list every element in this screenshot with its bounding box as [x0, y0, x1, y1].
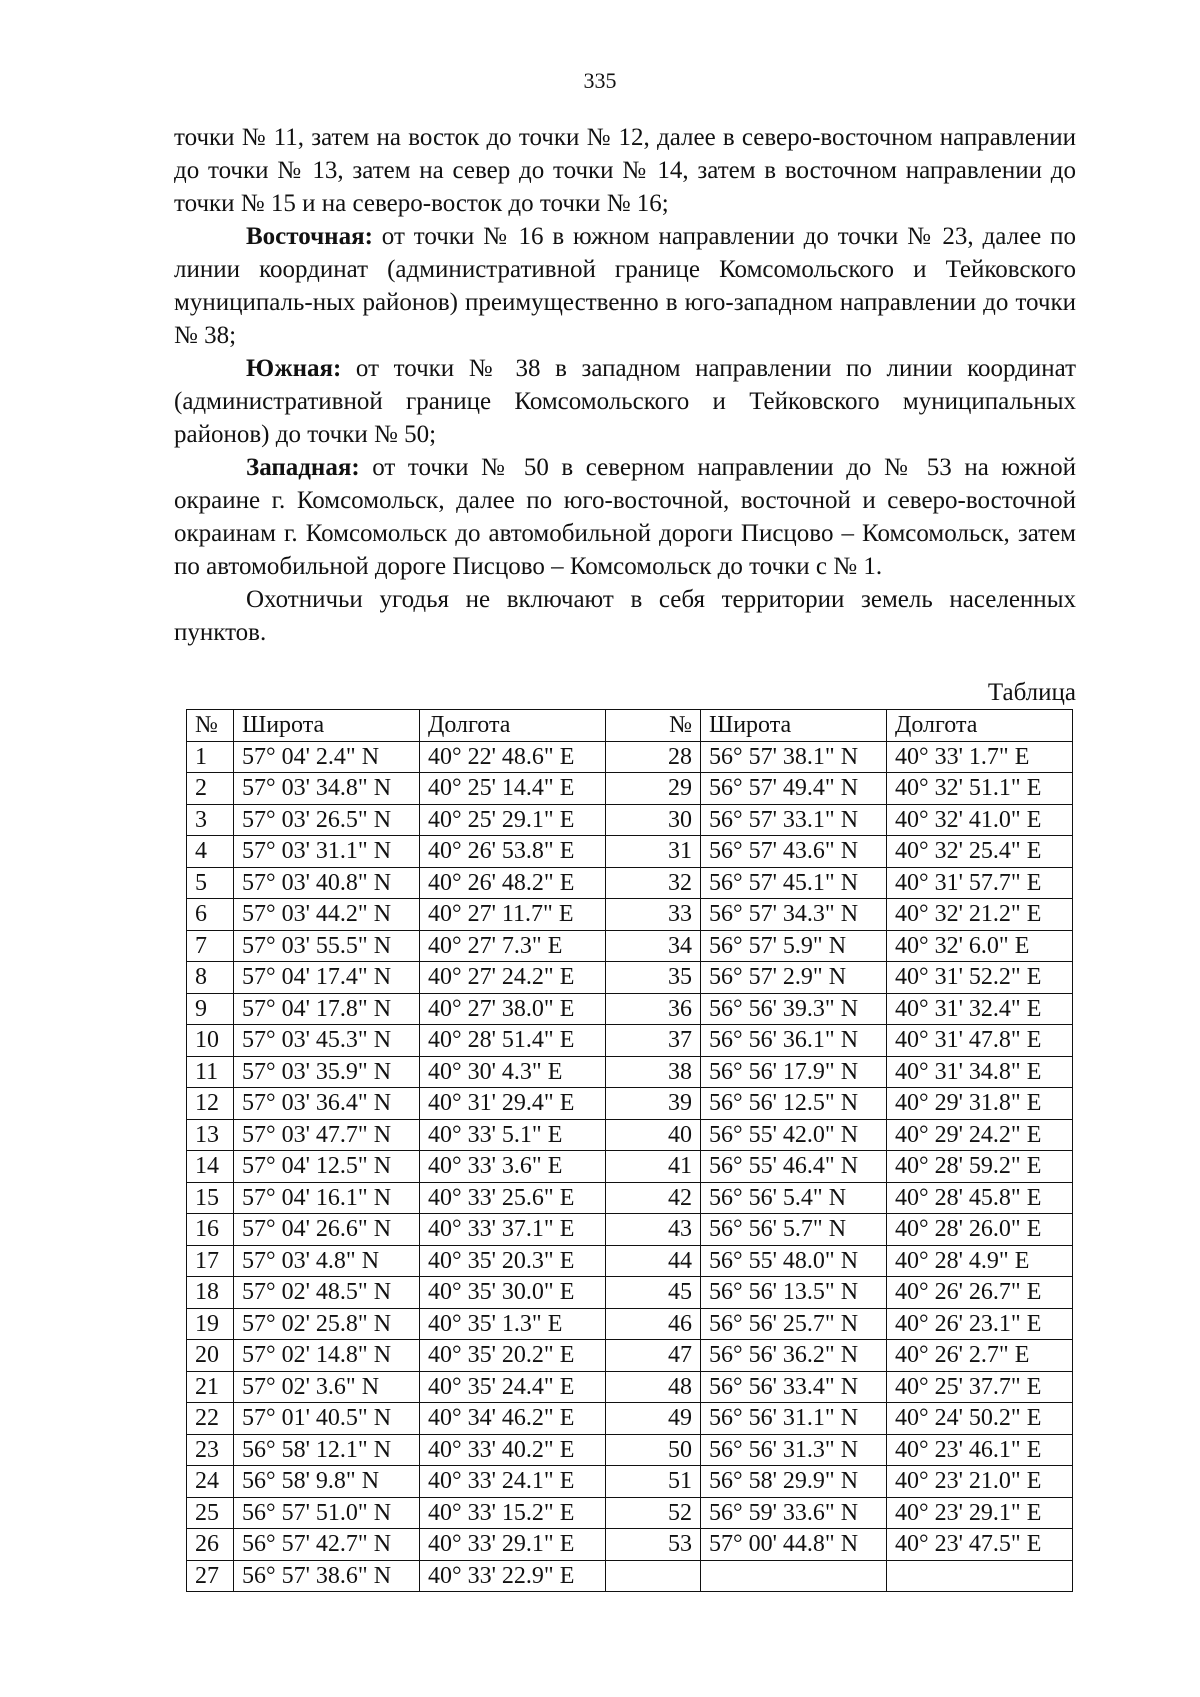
cell-number-right: 40: [606, 1119, 701, 1151]
cell-longitude-left: 40° 35' 24.4" E: [420, 1371, 606, 1403]
cell-latitude-left: 57° 02' 25.8" N: [234, 1308, 420, 1340]
cell-latitude-right: 56° 57' 38.1" N: [701, 741, 887, 773]
table-row: [187, 1560, 1073, 1592]
cell-latitude-right: 56° 55' 48.0" N: [701, 1245, 887, 1277]
cell-number-right: 29: [606, 773, 701, 805]
cell-latitude-left: 56° 58' 12.1" N: [234, 1434, 420, 1466]
cell-number-left: 9: [187, 993, 234, 1025]
cell-number-left: 27: [187, 1560, 234, 1592]
cell-latitude-right: 56° 57' 49.4" N: [701, 773, 887, 805]
cell-latitude-left: 56° 57' 42.7" N: [234, 1529, 420, 1561]
cell-number-right: 52: [606, 1497, 701, 1529]
cell-number-right: 38: [606, 1056, 701, 1088]
table-row: [187, 1466, 1073, 1498]
cell-number-left: 13: [187, 1119, 234, 1151]
cell-latitude-right: 56° 56' 12.5" N: [701, 1088, 887, 1120]
cell-latitude-right: 56° 56' 17.9" N: [701, 1056, 887, 1088]
cell-latitude-left: 57° 03' 47.7" N: [234, 1119, 420, 1151]
cell-longitude-right: 40° 26' 2.7" E: [887, 1340, 1073, 1372]
table-row: [187, 1497, 1073, 1529]
cell-longitude-right: 40° 33' 1.7" E: [887, 741, 1073, 773]
cell-latitude-left: 56° 57' 38.6" N: [234, 1560, 420, 1592]
cell-longitude-right: 40° 23' 29.1" E: [887, 1497, 1073, 1529]
cell-longitude-left: 40° 28' 51.4" E: [420, 1025, 606, 1057]
cell-number-left: 8: [187, 962, 234, 994]
coordinates-table: [186, 709, 1073, 1592]
cell-longitude-left: 40° 33' 25.6" E: [420, 1182, 606, 1214]
cell-number-right: 30: [606, 804, 701, 836]
cell-number-right: 42: [606, 1182, 701, 1214]
cell-longitude-left: 40° 26' 53.8" E: [420, 836, 606, 868]
east-text: от точки № 16 в южном направлении до точки № 23, далее по линии координат (административной границе Комсомольского и Тейковского муниципаль-ных районов) преимущественно в юго-западном направлении до точки № 38;: [174, 223, 1076, 349]
header-longitude-right: Долгота: [887, 710, 1073, 742]
cell-latitude-right: 56° 56' 39.3" N: [701, 993, 887, 1025]
cell-latitude-left: 57° 03' 34.8" N: [234, 773, 420, 805]
cell-latitude-right: 56° 57' 2.9" N: [701, 962, 887, 994]
south-label: Южная:: [246, 355, 342, 382]
table-row: [187, 993, 1073, 1025]
cell-latitude-left: 57° 02' 3.6" N: [234, 1371, 420, 1403]
cell-latitude-left: 56° 58' 9.8" N: [234, 1466, 420, 1498]
cell-longitude-left: 40° 33' 15.2" E: [420, 1497, 606, 1529]
paragraph-boundary-west: [174, 451, 1076, 583]
cell-longitude-left: 40° 27' 38.0" E: [420, 993, 606, 1025]
paragraph-boundary-east: [174, 220, 1076, 352]
cell-longitude-right: 40° 31' 52.2" E: [887, 962, 1073, 994]
cell-latitude-right: 56° 55' 42.0" N: [701, 1119, 887, 1151]
cell-latitude-left: 57° 01' 40.5" N: [234, 1403, 420, 1435]
cell-number-right: 46: [606, 1308, 701, 1340]
cell-number-left: 18: [187, 1277, 234, 1309]
cell-latitude-right: 56° 56' 25.7" N: [701, 1308, 887, 1340]
cell-longitude-left: 40° 26' 48.2" E: [420, 867, 606, 899]
cell-number-right: 50: [606, 1434, 701, 1466]
table-row: [187, 1434, 1073, 1466]
table-caption: Таблица: [987, 679, 1076, 706]
cell-number-right: 44: [606, 1245, 701, 1277]
cell-longitude-left: 40° 25' 29.1" E: [420, 804, 606, 836]
cell-latitude-right: 56° 59' 33.6" N: [701, 1497, 887, 1529]
cell-number-left: 22: [187, 1403, 234, 1435]
cell-longitude-left: 40° 22' 48.6" E: [420, 741, 606, 773]
cell-latitude-left: 57° 03' 35.9" N: [234, 1056, 420, 1088]
table-row: [187, 1371, 1073, 1403]
cell-latitude-left: 57° 04' 2.4" N: [234, 741, 420, 773]
cell-longitude-left: 40° 25' 14.4" E: [420, 773, 606, 805]
cell-number-right: [606, 1560, 701, 1592]
cell-number-left: 10: [187, 1025, 234, 1057]
table-row: [187, 1245, 1073, 1277]
cell-number-right: 51: [606, 1466, 701, 1498]
cell-number-left: 26: [187, 1529, 234, 1561]
cell-latitude-left: 56° 57' 51.0" N: [234, 1497, 420, 1529]
cell-latitude-left: 57° 03' 55.5" N: [234, 930, 420, 962]
cell-longitude-right: 40° 32' 21.2" E: [887, 899, 1073, 931]
table-row: [187, 930, 1073, 962]
west-label: Западная:: [246, 454, 360, 481]
cell-longitude-right: 40° 28' 45.8" E: [887, 1182, 1073, 1214]
cell-number-left: 23: [187, 1434, 234, 1466]
header-number-left: №: [187, 710, 234, 742]
cell-number-left: 12: [187, 1088, 234, 1120]
table-row: [187, 1151, 1073, 1183]
cell-latitude-left: 57° 03' 31.1" N: [234, 836, 420, 868]
cell-longitude-right: 40° 28' 4.9" E: [887, 1245, 1073, 1277]
cell-latitude-right: 56° 56' 31.1" N: [701, 1403, 887, 1435]
cell-latitude-right: 56° 56' 36.1" N: [701, 1025, 887, 1057]
table-row: [187, 741, 1073, 773]
table-body: [187, 741, 1073, 1592]
cell-longitude-right: 40° 32' 51.1" E: [887, 773, 1073, 805]
table-header-row: [187, 710, 1073, 742]
cell-number-left: 5: [187, 867, 234, 899]
cell-latitude-right: 56° 56' 13.5" N: [701, 1277, 887, 1309]
cell-latitude-right: [701, 1560, 887, 1592]
cell-longitude-left: 40° 35' 30.0" E: [420, 1277, 606, 1309]
cell-latitude-left: 57° 04' 12.5" N: [234, 1151, 420, 1183]
cell-latitude-right: 56° 57' 45.1" N: [701, 867, 887, 899]
header-number-right: №: [606, 710, 701, 742]
cell-number-right: 48: [606, 1371, 701, 1403]
cell-longitude-right: 40° 32' 6.0" E: [887, 930, 1073, 962]
page-number: 335: [583, 68, 617, 93]
cell-number-right: 53: [606, 1529, 701, 1561]
cell-longitude-left: 40° 33' 24.1" E: [420, 1466, 606, 1498]
cell-latitude-right: 56° 57' 33.1" N: [701, 804, 887, 836]
table-row: [187, 773, 1073, 805]
cell-longitude-right: 40° 32' 25.4" E: [887, 836, 1073, 868]
paragraph-boundary-south: [174, 352, 1076, 451]
body-text: [174, 121, 1076, 649]
cell-number-right: 36: [606, 993, 701, 1025]
cell-number-left: 19: [187, 1308, 234, 1340]
east-label: Восточная:: [246, 223, 373, 250]
table-row: [187, 1308, 1073, 1340]
cell-number-right: 43: [606, 1214, 701, 1246]
cell-longitude-right: 40° 26' 26.7" E: [887, 1277, 1073, 1309]
cell-longitude-right: 40° 31' 47.8" E: [887, 1025, 1073, 1057]
table-row: [187, 1214, 1073, 1246]
cell-latitude-left: 57° 02' 48.5" N: [234, 1277, 420, 1309]
cell-longitude-left: 40° 31' 29.4" E: [420, 1088, 606, 1120]
paragraph-boundary-north: точки № 11, затем на восток до точки № 12, далее в северо-восточном направлении до точки № 13, затем на север до точки № 14, затем в восточном направлении до точки № 15 и на северо-восток до точки № 16;: [174, 124, 1076, 217]
table-row: [187, 1056, 1073, 1088]
cell-latitude-left: 57° 04' 16.1" N: [234, 1182, 420, 1214]
cell-number-right: 35: [606, 962, 701, 994]
cell-latitude-right: 56° 57' 5.9" N: [701, 930, 887, 962]
table-row: [187, 804, 1073, 836]
cell-longitude-left: 40° 35' 20.2" E: [420, 1340, 606, 1372]
cell-longitude-right: 40° 29' 24.2" E: [887, 1119, 1073, 1151]
cell-longitude-right: 40° 29' 31.8" E: [887, 1088, 1073, 1120]
table-row: [187, 1025, 1073, 1057]
table-row: [187, 962, 1073, 994]
cell-longitude-right: 40° 23' 46.1" E: [887, 1434, 1073, 1466]
cell-number-left: 25: [187, 1497, 234, 1529]
west-text: от точки № 50 в северном направлении до № 53 на южной окраине г. Комсомольск, далее по юго-восточной, восточной и северо-восточной окраинам г. Комсомольск до автомобильной дороги Писцово – Комсомольск, затем по автомобильной дороге Писцово – Комсомольск до точки с № 1.: [174, 454, 1076, 580]
cell-number-left: 1: [187, 741, 234, 773]
cell-longitude-right: 40° 32' 41.0" E: [887, 804, 1073, 836]
cell-longitude-left: 40° 27' 11.7" E: [420, 899, 606, 931]
table-row: [187, 836, 1073, 868]
cell-number-left: 4: [187, 836, 234, 868]
cell-latitude-left: 57° 03' 44.2" N: [234, 899, 420, 931]
cell-longitude-right: 40° 23' 47.5" E: [887, 1529, 1073, 1561]
cell-number-left: 15: [187, 1182, 234, 1214]
cell-longitude-left: 40° 33' 22.9" E: [420, 1560, 606, 1592]
cell-latitude-right: 56° 55' 46.4" N: [701, 1151, 887, 1183]
cell-longitude-left: 40° 35' 20.3" E: [420, 1245, 606, 1277]
cell-longitude-right: 40° 31' 32.4" E: [887, 993, 1073, 1025]
cell-latitude-left: 57° 03' 26.5" N: [234, 804, 420, 836]
table-row: [187, 1340, 1073, 1372]
cell-longitude-right: 40° 24' 50.2" E: [887, 1403, 1073, 1435]
cell-longitude-left: 40° 33' 37.1" E: [420, 1214, 606, 1246]
south-text: от точки № 38 в западном направлении по линии координат (административной границе Комсомольского и Тейковского муниципальных районов) до точки № 50;: [174, 355, 1076, 448]
cell-longitude-left: 40° 33' 3.6" E: [420, 1151, 606, 1183]
cell-latitude-right: 56° 56' 5.7" N: [701, 1214, 887, 1246]
cell-latitude-left: 57° 04' 26.6" N: [234, 1214, 420, 1246]
cell-number-right: 28: [606, 741, 701, 773]
cell-latitude-left: 57° 04' 17.8" N: [234, 993, 420, 1025]
table-row: [187, 1277, 1073, 1309]
cell-number-left: 2: [187, 773, 234, 805]
cell-number-left: 11: [187, 1056, 234, 1088]
cell-latitude-left: 57° 03' 40.8" N: [234, 867, 420, 899]
cell-latitude-right: 56° 57' 43.6" N: [701, 836, 887, 868]
cell-number-right: 41: [606, 1151, 701, 1183]
header-latitude-left: Широта: [234, 710, 420, 742]
cell-number-left: 14: [187, 1151, 234, 1183]
table-row: [187, 867, 1073, 899]
cell-longitude-right: 40° 28' 59.2" E: [887, 1151, 1073, 1183]
cell-latitude-left: 57° 02' 14.8" N: [234, 1340, 420, 1372]
cell-longitude-right: 40° 26' 23.1" E: [887, 1308, 1073, 1340]
cell-number-right: 37: [606, 1025, 701, 1057]
cell-number-right: 31: [606, 836, 701, 868]
cell-latitude-right: 56° 56' 33.4" N: [701, 1371, 887, 1403]
cell-number-right: 47: [606, 1340, 701, 1372]
cell-longitude-left: 40° 33' 29.1" E: [420, 1529, 606, 1561]
table-row: [187, 1403, 1073, 1435]
cell-longitude-right: 40° 31' 57.7" E: [887, 867, 1073, 899]
cell-longitude-right: [887, 1560, 1073, 1592]
cell-longitude-left: 40° 30' 4.3" E: [420, 1056, 606, 1088]
cell-longitude-left: 40° 27' 7.3" E: [420, 930, 606, 962]
cell-longitude-right: 40° 25' 37.7" E: [887, 1371, 1073, 1403]
cell-latitude-left: 57° 03' 4.8" N: [234, 1245, 420, 1277]
cell-number-right: 34: [606, 930, 701, 962]
cell-longitude-left: 40° 34' 46.2" E: [420, 1403, 606, 1435]
cell-number-right: 39: [606, 1088, 701, 1120]
header-longitude-left: Долгота: [420, 710, 606, 742]
cell-latitude-right: 56° 56' 5.4" N: [701, 1182, 887, 1214]
header-latitude-right: Широта: [701, 710, 887, 742]
cell-number-left: 6: [187, 899, 234, 931]
cell-latitude-right: 56° 58' 29.9" N: [701, 1466, 887, 1498]
cell-longitude-left: 40° 33' 5.1" E: [420, 1119, 606, 1151]
cell-number-left: 21: [187, 1371, 234, 1403]
cell-longitude-right: 40° 23' 21.0" E: [887, 1466, 1073, 1498]
cell-latitude-left: 57° 03' 36.4" N: [234, 1088, 420, 1120]
cell-latitude-right: 56° 56' 36.2" N: [701, 1340, 887, 1372]
cell-longitude-left: 40° 27' 24.2" E: [420, 962, 606, 994]
cell-number-left: 3: [187, 804, 234, 836]
cell-number-right: 33: [606, 899, 701, 931]
table-row: [187, 1088, 1073, 1120]
cell-number-left: 24: [187, 1466, 234, 1498]
table-row: [187, 1182, 1073, 1214]
cell-number-right: 45: [606, 1277, 701, 1309]
cell-latitude-right: 56° 57' 34.3" N: [701, 899, 887, 931]
cell-number-left: 20: [187, 1340, 234, 1372]
cell-number-left: 16: [187, 1214, 234, 1246]
cell-number-right: 49: [606, 1403, 701, 1435]
cell-latitude-left: 57° 04' 17.4" N: [234, 962, 420, 994]
cell-number-left: 7: [187, 930, 234, 962]
table-row: [187, 899, 1073, 931]
cell-longitude-right: 40° 28' 26.0" E: [887, 1214, 1073, 1246]
cell-number-left: 17: [187, 1245, 234, 1277]
cell-latitude-right: 56° 56' 31.3" N: [701, 1434, 887, 1466]
table-row: [187, 1529, 1073, 1561]
cell-latitude-right: 57° 00' 44.8" N: [701, 1529, 887, 1561]
cell-longitude-left: 40° 33' 40.2" E: [420, 1434, 606, 1466]
cell-number-right: 32: [606, 867, 701, 899]
cell-latitude-left: 57° 03' 45.3" N: [234, 1025, 420, 1057]
paragraph-exclusions: Охотничьи угодья не включают в себя территории земель населенных пунктов.: [174, 586, 1076, 646]
cell-longitude-left: 40° 35' 1.3" E: [420, 1308, 606, 1340]
table-row: [187, 1119, 1073, 1151]
cell-longitude-right: 40° 31' 34.8" E: [887, 1056, 1073, 1088]
